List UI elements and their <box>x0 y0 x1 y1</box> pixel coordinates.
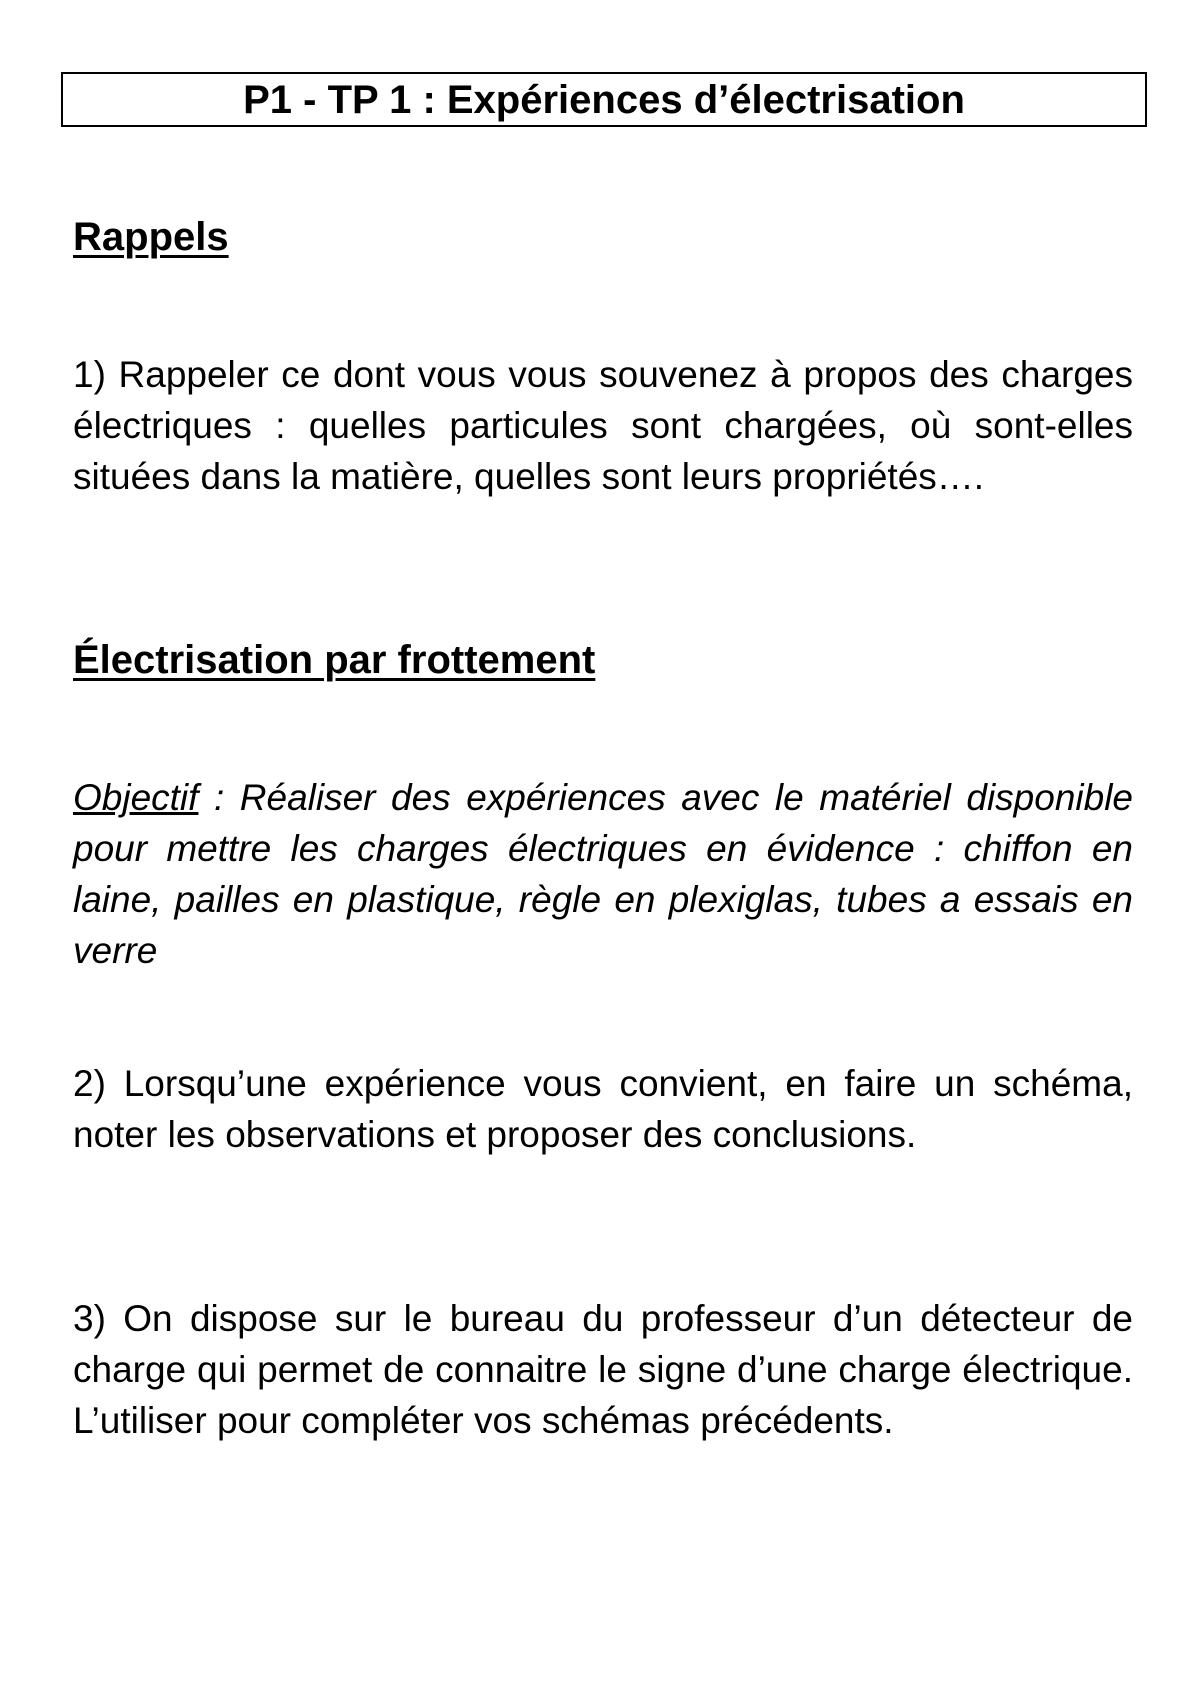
objective-paragraph <box>73 772 1133 976</box>
objective-label: Objectif <box>73 777 199 818</box>
question-1: 1) Rappeler ce dont vous vous souvenez à propos des charges électriques : quelles particules sont chargées, où sont-elles situées dans la matière, quelles sont leurs propriétés…. <box>73 354 1133 497</box>
title-box <box>61 72 1147 127</box>
question-2: 2) Lorsqu’une expérience vous convient, en faire un schéma, noter les observations et proposer des conclusions. <box>73 1063 1133 1155</box>
section-heading-rappels: Rappels <box>73 215 229 259</box>
page-title: P1 - TP 1 : Expériences d’électrisation <box>243 77 965 122</box>
objective-text: : Réaliser des expériences avec le matériel disponible pour mettre les charges électriques en évidence : chiffon en laine, pailles en plastique, règle en plexiglas, tubes a essais en verre <box>73 777 1133 971</box>
section-heading-frottement: Électrisation par frottement <box>73 638 596 682</box>
question-3: 3) On dispose sur le bureau du professeur d’un détecteur de charge qui permet de connaitre le signe d’une charge électrique. L’utiliser pour compléter vos schémas précédents. <box>73 1298 1133 1441</box>
